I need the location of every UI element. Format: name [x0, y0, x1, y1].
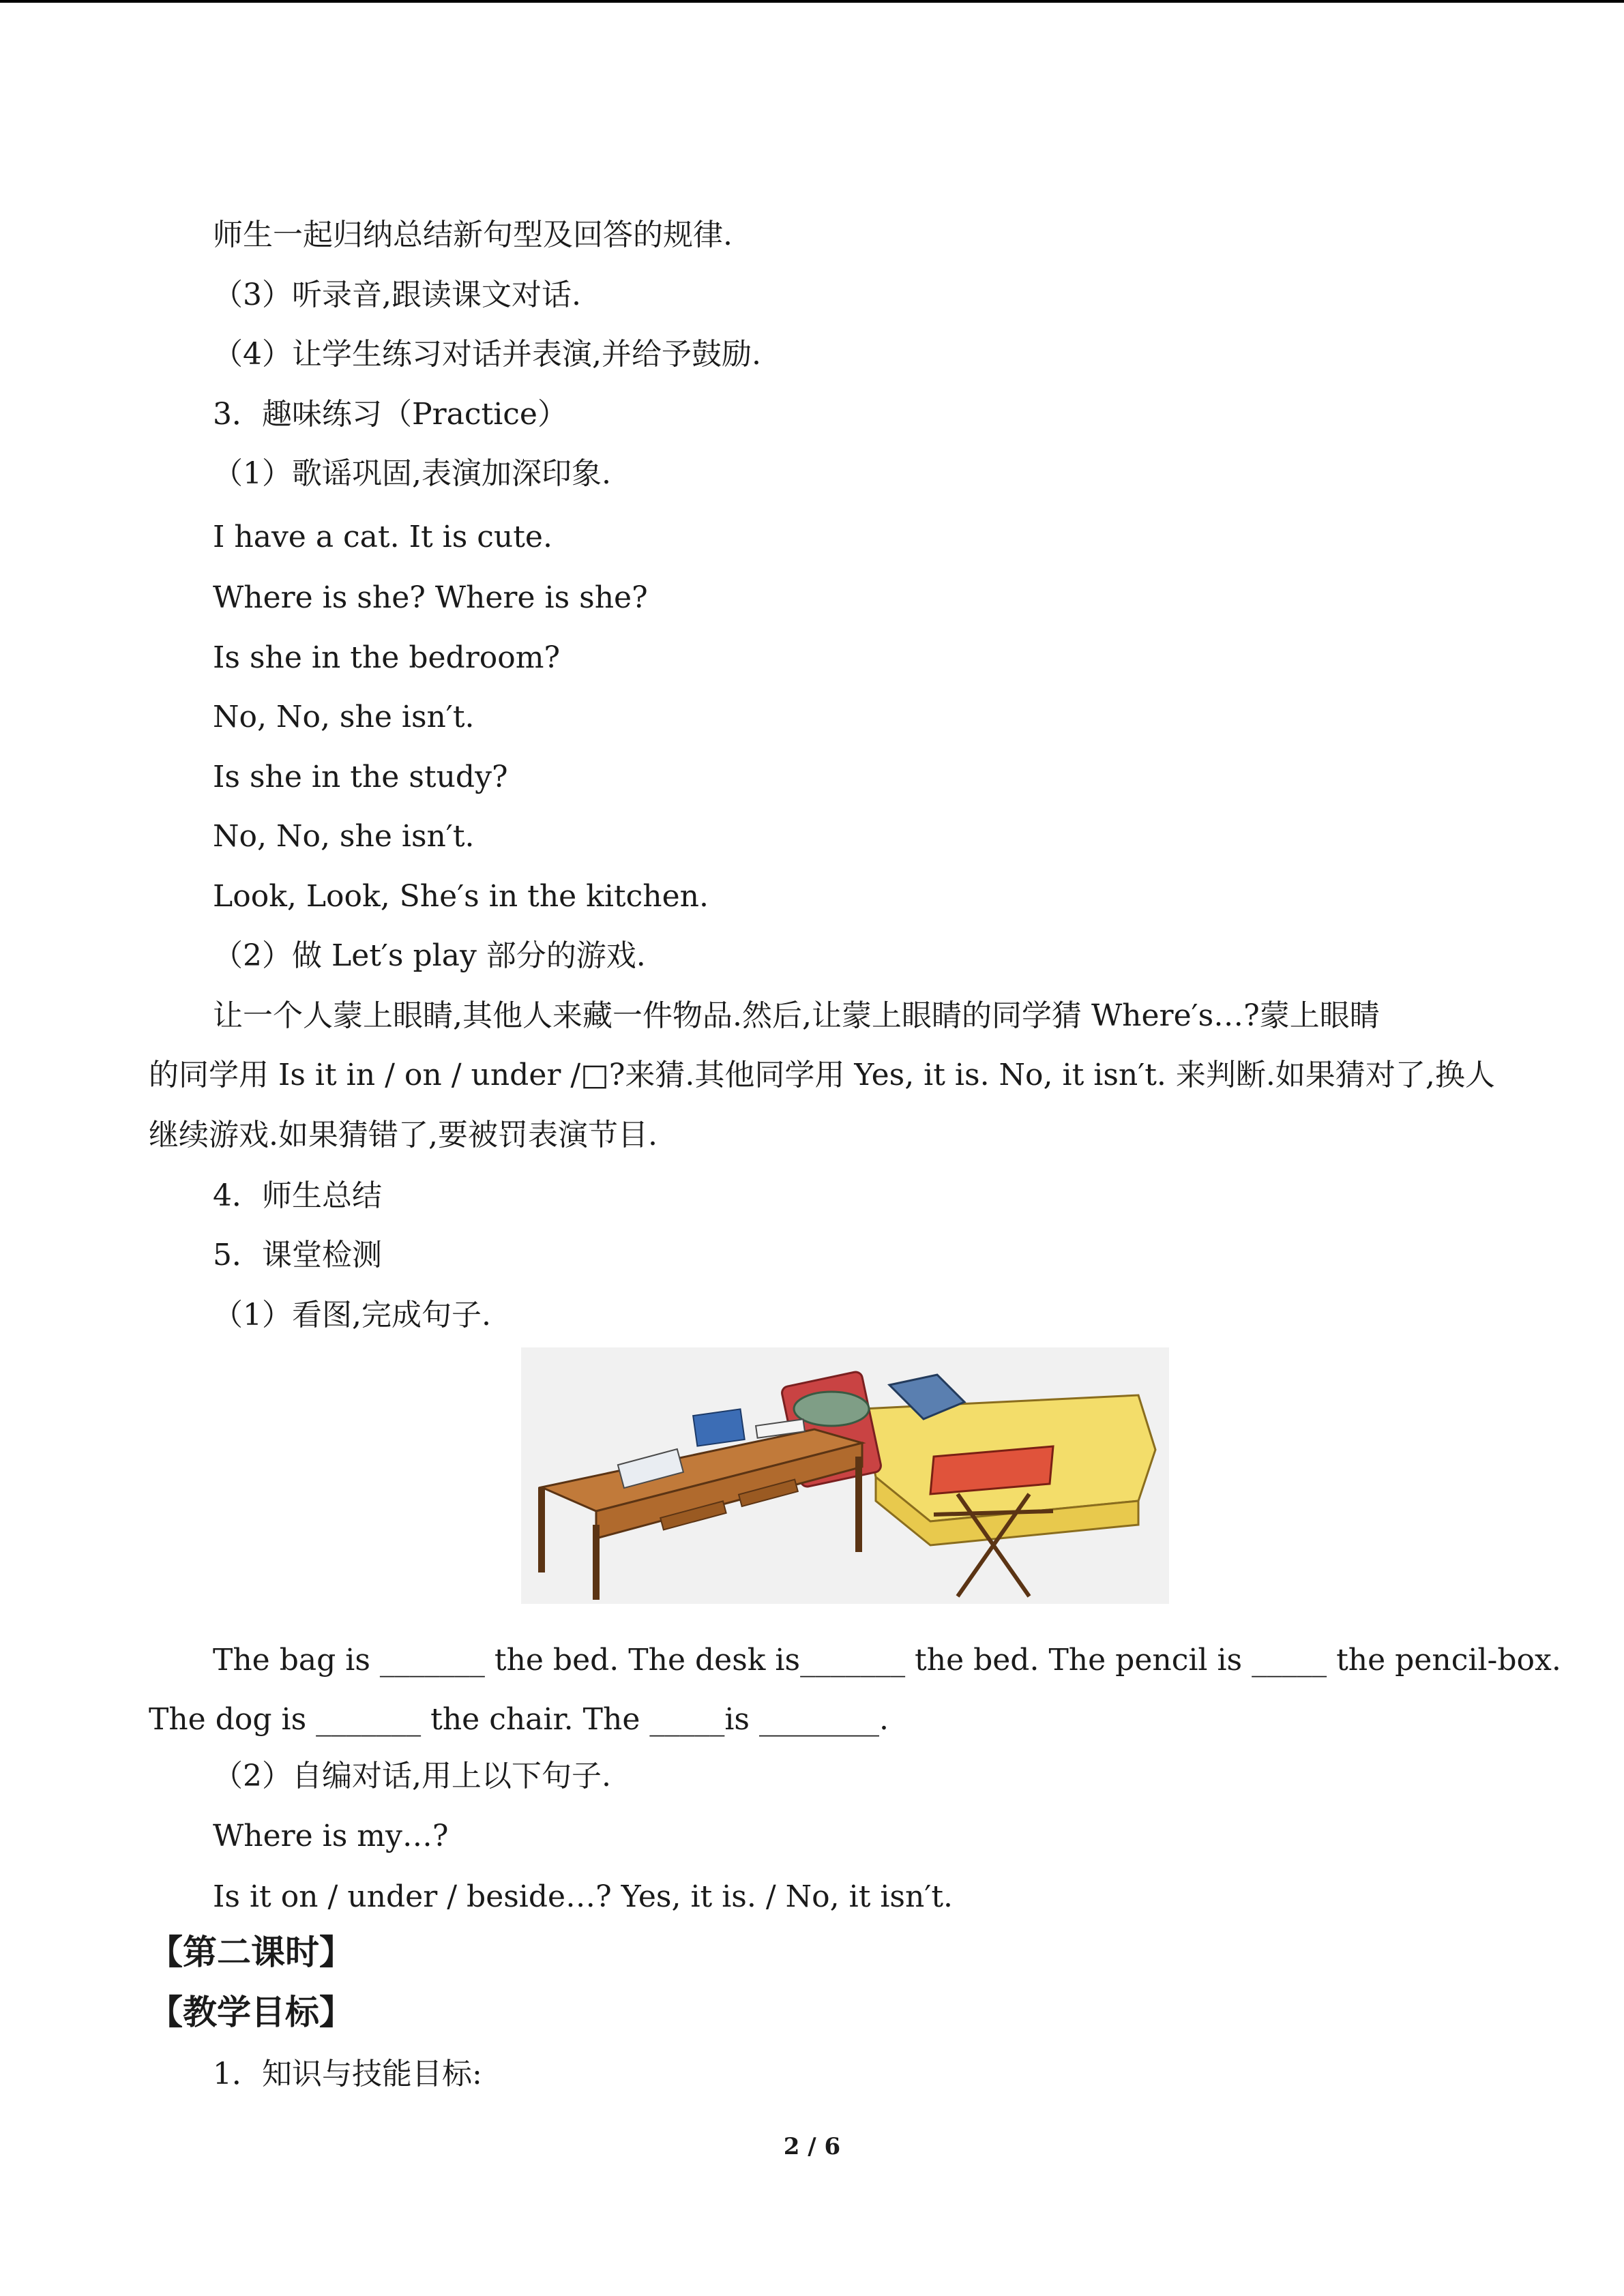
paragraph-line: （1）看图,完成句子. — [213, 1298, 491, 1332]
chant-line: I have a cat. It is cute. — [213, 520, 552, 554]
paragraph-line: 师生一起归纳总结新句型及回答的规律. — [213, 218, 733, 252]
dialogue-line: Where is my…? — [213, 1819, 449, 1853]
chant-line: Where is she? Where is she? — [213, 580, 648, 615]
chant-line: No, No, she isn′t. — [213, 819, 475, 854]
paragraph-line: 让一个人蒙上眼睛,其他人来藏一件物品.然后,让蒙上眼睛的同学猜 Where′s…?蒙上眼睛 — [213, 998, 1380, 1033]
paragraph-line: 的同学用 Is it in / on / under /□?来猜.其他同学用 Yes, it is. No, it isn′t. 来判断.如果猜对了,换人 — [149, 1058, 1495, 1092]
exercise-sentence: The dog is _______ the chair. The _____is ________. — [149, 1702, 889, 1737]
paragraph-line: 继续游戏.如果猜错了,要被罚表演节目. — [149, 1118, 658, 1152]
chant-line: Is she in the bedroom? — [213, 640, 561, 675]
section-heading-check: 5．课堂检测 — [213, 1238, 382, 1272]
paragraph-line: （1）歌谣巩固,表演加深印象. — [213, 456, 611, 491]
bedroom-illustration — [521, 1347, 1169, 1604]
section-heading-summary: 4．师生总结 — [213, 1178, 382, 1213]
page-top-border — [0, 0, 1624, 3]
paragraph-line: （3）听录音,跟读课文对话. — [213, 278, 581, 312]
paragraph-line: （2）自编对话,用上以下句子. — [213, 1759, 611, 1793]
heading-teaching-goals: 【教学目标】 — [149, 1993, 353, 2032]
paragraph-line: 1．知识与技能目标: — [213, 2057, 482, 2091]
chant-line: Is she in the study? — [213, 760, 508, 794]
chant-line: No, No, she isn′t. — [213, 700, 475, 734]
chant-line: Look, Look, She′s in the kitchen. — [213, 879, 709, 914]
paragraph-line: （2）做 Let′s play 部分的游戏. — [213, 938, 646, 973]
page-number: 2 / 6 — [783, 2133, 841, 2160]
dialogue-line: Is it on / under / beside…? Yes, it is. / No, it isn′t. — [213, 1879, 954, 1914]
heading-second-lesson: 【第二课时】 — [149, 1933, 353, 1972]
exercise-sentence: The bag is _______ the bed. The desk is_______ the bed. The pencil is _____ the pencil-box. — [213, 1643, 1561, 1678]
section-heading-practice: 3．趣味练习（Practice） — [213, 397, 567, 432]
paragraph-line: （4）让学生练习对话并表演,并给予鼓励. — [213, 337, 761, 372]
